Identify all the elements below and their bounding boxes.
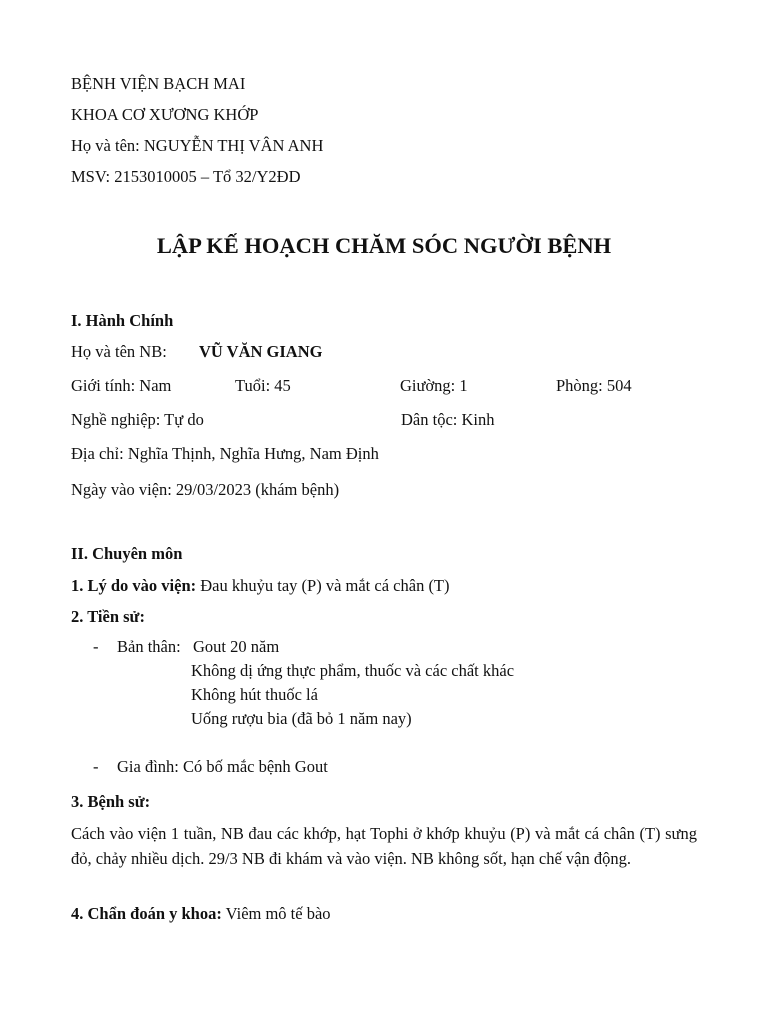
history-heading: 2. Tiền sử: <box>71 607 145 626</box>
section-1-heading: I. Hành Chính <box>71 311 174 330</box>
personal-history-item: Gout 20 năm <box>193 637 280 656</box>
bullet-personal: - <box>93 637 99 656</box>
hospital-name: BỆNH VIỆN BẠCH MAI <box>71 74 246 93</box>
personal-history-item: Uống rượu bia (đã bỏ 1 năm nay) <box>191 709 412 728</box>
patient-ethnicity: Dân tộc: Kinh <box>401 410 495 429</box>
patient-bed: Giường: 1 <box>400 376 468 395</box>
admission-date: Ngày vào viện: 29/03/2023 (khám bệnh) <box>71 480 340 499</box>
patient-name-label: Họ và tên NB: <box>71 342 167 361</box>
personal-history-label: Bản thân: <box>117 637 181 656</box>
bullet-family: - <box>93 757 99 776</box>
personal-history-item: Không hút thuốc lá <box>191 685 318 704</box>
patient-sex: Giới tính: Nam <box>71 376 172 395</box>
patient-address: Địa chỉ: Nghĩa Thịnh, Nghĩa Hưng, Nam Định <box>71 444 379 463</box>
admission-reason <box>71 576 450 596</box>
illness-history-heading: 3. Bệnh sử: <box>71 792 151 811</box>
diagnosis-text: Viêm mô tế bào <box>221 904 331 923</box>
patient-room: Phòng: 504 <box>556 376 632 395</box>
illness-history-text: Cách vào viện 1 tuần, NB đau các khớp, hạt Tophi ở khớp khuỷu (P) và mắt cá chân (T) sưng đỏ, chảy nhiều dịch. 29/3 NB đi khám và vào viện. NB không sốt, hạn chế vận động. <box>71 824 697 868</box>
student-id: MSV: 2153010005 – Tổ 32/Y2ĐD <box>71 167 301 186</box>
admission-reason-text: Đau khuỷu tay (P) và mắt cá chân (T) <box>196 576 450 595</box>
admission-reason-label: 1. Lý do vào viện: <box>71 576 197 595</box>
page-title: LẬP KẾ HOẠCH CHĂM SÓC NGƯỜI BỆNH <box>156 233 612 258</box>
diagnosis-label: 4. Chẩn đoán y khoa: <box>71 904 222 923</box>
department-name: KHOA CƠ XƯƠNG KHỚP <box>71 105 259 124</box>
patient-name: VŨ VĂN GIANG <box>199 342 323 361</box>
section-2-heading: II. Chuyên môn <box>71 544 183 563</box>
family-history: Gia đình: Có bố mắc bệnh Gout <box>117 757 328 776</box>
patient-occupation: Nghề nghiệp: Tự do <box>71 410 204 429</box>
student-name: Họ và tên: NGUYỄN THỊ VÂN ANH <box>71 136 324 155</box>
medical-diagnosis <box>71 904 331 924</box>
personal-history-item: Không dị ứng thực phẩm, thuốc và các chất khác <box>191 661 515 680</box>
patient-age: Tuổi: 45 <box>235 376 291 395</box>
